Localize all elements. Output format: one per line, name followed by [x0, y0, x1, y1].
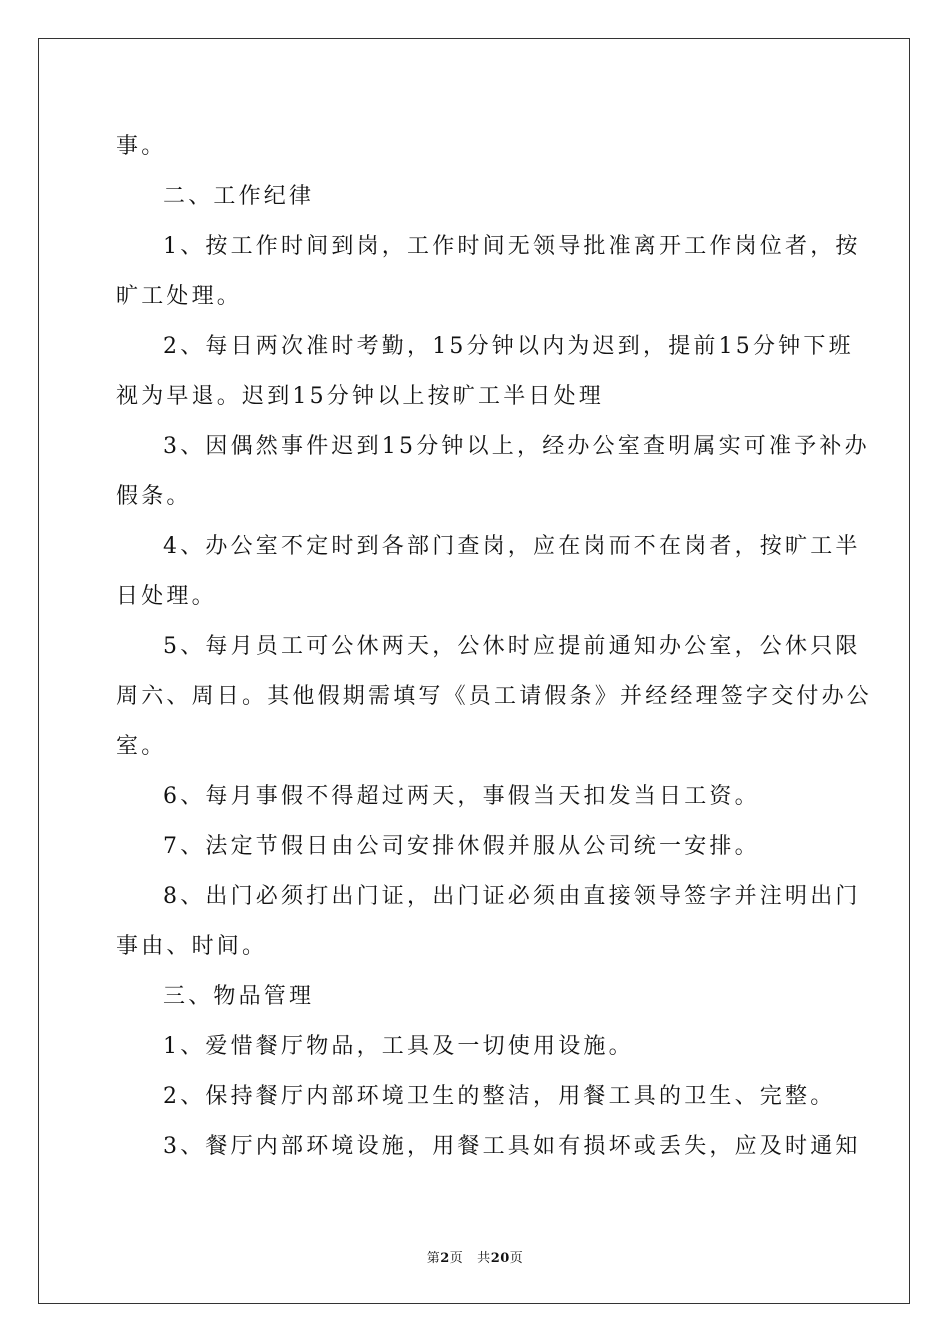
section-heading: 二、工作纪律: [163, 184, 315, 209]
text-line: 2、每日两次准时考勤，15分钟以内为迟到，提前15分钟下班: [163, 334, 854, 359]
total-prefix: 共: [477, 1251, 491, 1266]
text-line: 5、每月员工可公休两天，公休时应提前通知办公室，公休只限: [163, 634, 861, 659]
text-line: 1、爱惜餐厅物品，工具及一切使用设施。: [163, 1034, 634, 1059]
page-prefix: 第: [426, 1251, 441, 1266]
total-pages: 20: [490, 1251, 510, 1266]
text-line: 室。: [116, 734, 167, 759]
total-suffix: 页: [509, 1251, 524, 1266]
text-line: 7、法定节假日由公司安排休假并服从公司统一安排。: [163, 834, 760, 859]
document-body: [116, 122, 873, 1172]
text-line: 6、每月事假不得超过两天，事假当天扣发当日工资。: [163, 784, 760, 809]
text-line: 周六、周日。其他假期需填写《员工请假条》并经经理签字交付办公: [116, 684, 873, 709]
text-line: 事由、时间。: [116, 934, 268, 959]
page-number: 2: [440, 1251, 450, 1266]
text-line: 视为早退。迟到15分钟以上按旷工半日处理: [116, 384, 604, 409]
text-line: 3、餐厅内部环境设施，用餐工具如有损坏或丢失，应及时通知: [163, 1134, 861, 1159]
section-heading: 三、物品管理: [163, 984, 315, 1009]
text-line: 日处理。: [116, 584, 217, 609]
text-line: 1、按工作时间到岗，工作时间无领导批准离开工作岗位者，按: [163, 234, 861, 259]
text-line: 事。: [116, 134, 167, 159]
text-line: 3、因偶然事件迟到15分钟以上，经办公室查明属实可准予补办: [163, 434, 870, 459]
text-line: 旷工处理。: [116, 284, 243, 309]
text-line: 假条。: [116, 484, 192, 509]
text-line: 8、出门必须打出门证，出门证必须由直接领导签字并注明出门: [163, 884, 861, 909]
text-line: 4、办公室不定时到各部门查岗，应在岗而不在岗者，按旷工半: [163, 534, 861, 559]
text-line: 2、保持餐厅内部环境卫生的整洁，用餐工具的卫生、完整。: [163, 1084, 836, 1109]
page-suffix: 页: [449, 1251, 464, 1266]
page-footer: [0, 1247, 950, 1266]
